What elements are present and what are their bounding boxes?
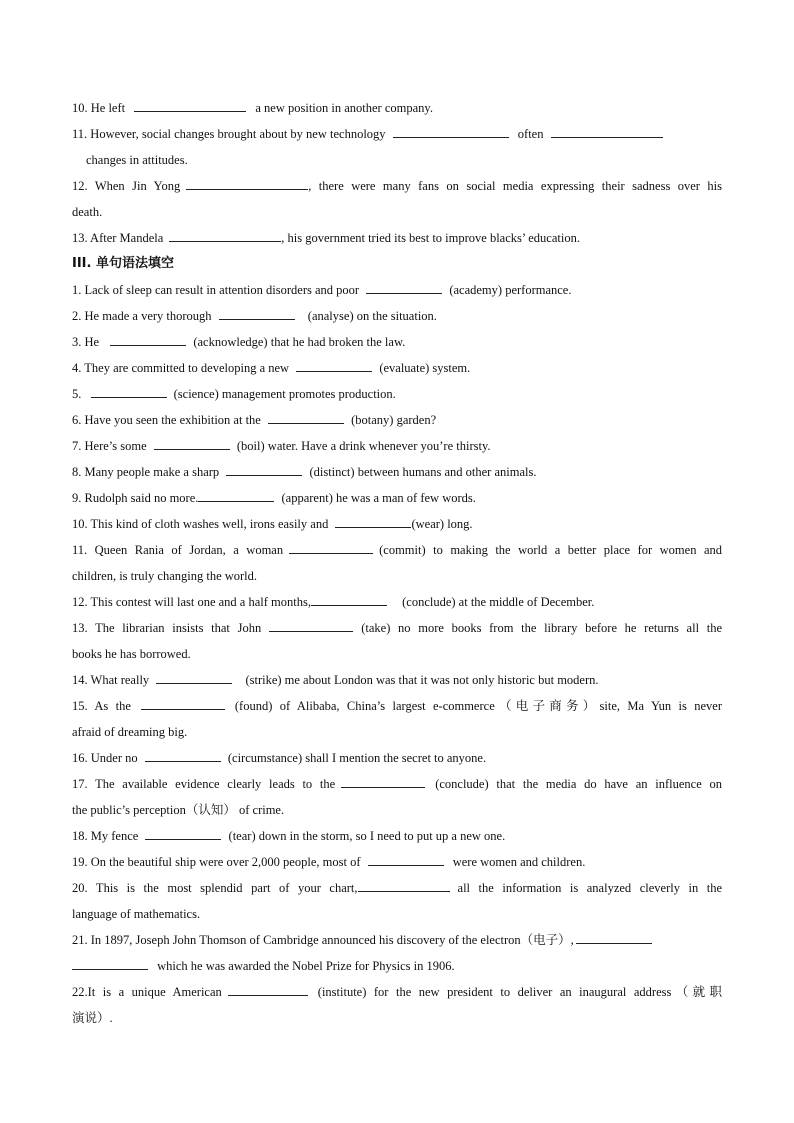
answer-blank[interactable]	[551, 124, 663, 138]
answer-blank[interactable]	[358, 878, 450, 892]
grammar-item-4: 4. They are committed to developing a new (evaluate) system.	[72, 355, 722, 381]
answer-blank[interactable]	[134, 98, 246, 112]
exercise-line-10: 10. He left a new position in another company.	[72, 95, 722, 121]
exercise-line-11-cont: changes in attitudes.	[86, 153, 188, 167]
answer-blank[interactable]	[269, 618, 353, 632]
answer-blank[interactable]	[311, 592, 387, 606]
answer-blank[interactable]	[576, 930, 652, 944]
grammar-item-14: 14. What really (strike) me about London was that it was not only historic but modern.	[72, 667, 722, 693]
answer-blank[interactable]	[366, 280, 442, 294]
answer-blank[interactable]	[228, 982, 308, 996]
grammar-item-18: 18. My fence (tear) down in the storm, so I need to put up a new one.	[72, 823, 722, 849]
grammar-item-13-cont: books he has borrowed.	[72, 647, 191, 661]
answer-blank[interactable]	[289, 540, 373, 554]
answer-blank[interactable]	[110, 332, 186, 346]
grammar-item-21: 21. In 1897, Joseph John Thomson of Cambridge announced his discovery of the electron（电子）,	[72, 927, 722, 953]
exercise-line-13: 13. After Mandela , his government tried its best to improve blacks’ education.	[72, 225, 722, 251]
answer-blank[interactable]	[368, 852, 444, 866]
answer-blank[interactable]	[198, 488, 274, 502]
grammar-item-9: 9. Rudolph said no more. (apparent) he was a man of few words.	[72, 485, 722, 511]
grammar-item-16: 16. Under no (circumstance) shall I mention the secret to anyone.	[72, 745, 722, 771]
grammar-item-15-cont: afraid of dreaming big.	[72, 725, 188, 739]
answer-blank[interactable]	[341, 774, 425, 788]
section-heading: III. 单句语法填空	[72, 256, 174, 271]
grammar-item-22: 22.It is a unique American (institute) for the new president to deliver an inaugural address（就职	[72, 979, 722, 1005]
answer-blank[interactable]	[141, 696, 225, 710]
answer-blank[interactable]	[186, 176, 308, 190]
grammar-item-1: 1. Lack of sleep can result in attention disorders and poor (academy) performance.	[72, 277, 722, 303]
grammar-item-7: 7. Here’s some (boil) water. Have a drink whenever you’re thirsty.	[72, 433, 722, 459]
grammar-item-6: 6. Have you seen the exhibition at the (botany) garden?	[72, 407, 722, 433]
answer-blank[interactable]	[169, 228, 281, 242]
grammar-item-22-cont: 演说）.	[72, 1011, 113, 1025]
answer-blank[interactable]	[393, 124, 509, 138]
answer-blank[interactable]	[219, 306, 295, 320]
grammar-item-15: 15. As the (found) of Alibaba, China’s largest e-commerce（电子商务）site, Ma Yun is never	[72, 693, 722, 719]
answer-blank[interactable]	[145, 826, 221, 840]
grammar-item-2: 2. He made a very thorough (analyse) on the situation.	[72, 303, 722, 329]
grammar-item-20-cont: language of mathematics.	[72, 907, 201, 921]
grammar-item-3: 3. He (acknowledge) that he had broken the law.	[72, 329, 722, 355]
answer-blank[interactable]	[296, 358, 372, 372]
grammar-item-21-cont: which he was awarded the Nobel Prize for Physics in 1906.	[72, 953, 722, 979]
grammar-item-12: 12. This contest will last one and a half months, (conclude) at the middle of December.	[72, 589, 722, 615]
grammar-item-13: 13. The librarian insists that John (take) no more books from the library before he returns all the	[72, 615, 722, 641]
grammar-item-10: 10. This kind of cloth washes well, irons easily and (wear) long.	[72, 511, 722, 537]
answer-blank[interactable]	[156, 670, 232, 684]
answer-blank[interactable]	[335, 514, 411, 528]
grammar-item-8: 8. Many people make a sharp (distinct) between humans and other animals.	[72, 459, 722, 485]
answer-blank[interactable]	[72, 956, 148, 970]
answer-blank[interactable]	[154, 436, 230, 450]
grammar-item-20: 20. This is the most splendid part of your chart, all the information is analyzed cleverly in the	[72, 875, 722, 901]
grammar-item-11: 11. Queen Rania of Jordan, a woman (commit) to making the world a better place for women and	[72, 537, 722, 563]
exercise-line-11: 11. However, social changes brought about by new technology often	[72, 121, 722, 147]
grammar-item-17: 17. The available evidence clearly leads to the (conclude) that the media do have an influence on	[72, 771, 722, 797]
answer-blank[interactable]	[268, 410, 344, 424]
answer-blank[interactable]	[145, 748, 221, 762]
grammar-item-11-cont: children, is truly changing the world.	[72, 569, 258, 583]
grammar-item-5: 5. (science) management promotes production.	[72, 381, 722, 407]
grammar-item-19: 19. On the beautiful ship were over 2,000 people, most of were women and children.	[72, 849, 722, 875]
exercise-line-12: 12. When Jin Yong , there were many fans on social media expressing their sadness over his	[72, 173, 722, 199]
answer-blank[interactable]	[226, 462, 302, 476]
exercise-line-12-cont: death.	[72, 205, 103, 219]
answer-blank[interactable]	[91, 384, 167, 398]
grammar-item-17-cont: the public’s perception（认知） of crime.	[72, 803, 285, 817]
